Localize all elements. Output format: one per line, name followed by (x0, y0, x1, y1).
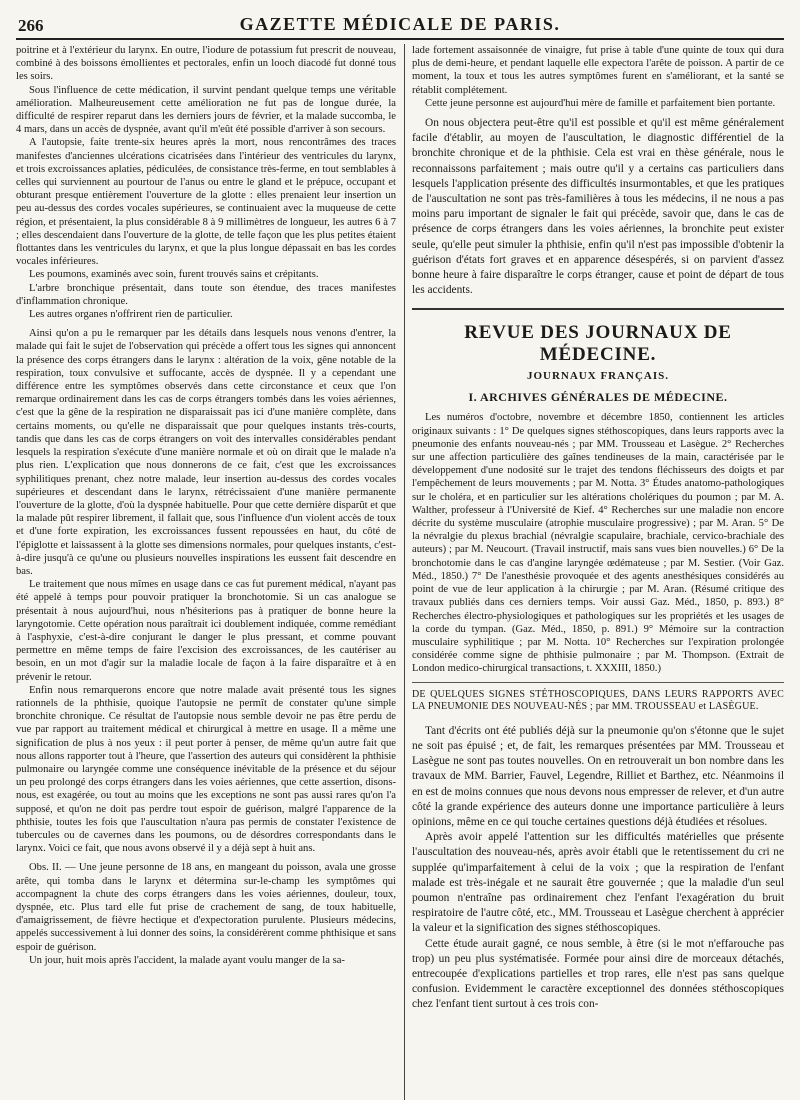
revue-title: REVUE DES JOURNAUX DE MÉDECINE. (464, 322, 732, 366)
paragraph: Un jour, huit mois après l'accident, la malade ayant voulu manger de la sa- (29, 954, 345, 966)
paragraph: On nous objectera peut-être qu'il est possible et qu'il est même généralement facile d'établir, au moyen de l'auscultation, le diagnostic différentiel de la bronchite chronique et de la phthisie. Cela est vrai en thèse générale, nous le reconnaissons parfaitement ; mais outre qu'il y a certains cas particuliers dans lesquels l'application présente des difficultés insurmontables, et que les pratiques de l'auscultation ne sont pas très-familières à tous les médecins, il ne nous a pas moins paru important de signaler le fait qui précède, savoir que, dans le cas de présence de corps étrangers dans les voies aériennes, la bronchite peut exister seule, qu'elle peut simuler la phthisie, enfin qu'il n'est pas impossible d'obtenir la guérison d'états fort graves et en apparence désespérés, si on parvient d'assez bonne heure à faire disparaître le corps étranger, cause et point de départ de tous les accidents. (412, 117, 784, 297)
paragraph: Cette étude aurait gagné, ce nous semble, à être (si le mot n'effarouche pas trop) un peu plus systématisée. Formée pour ainsi dire de morceaux détachés, entrecoupée d'explications partielles et trop rares, elle n'est pas sans quelque confusion. Evidemment le caractère exceptionnel des données stéthoscopiques chez l'enfant tient surtout à ces trois con- (412, 937, 784, 1011)
paragraph: Le traitement que nous mîmes en usage dans ce cas fut purement médical, n'ayant pas été appelé à temps pour pouvoir pratiquer la bronchotomie. Si un cas analogue se présentait à nous aujourd'hui, nous n'hésiterions pas à pratiquer de bonne heure la laryngotomie. Cette opération nous paraîtrait ici doublement indiquée, comme remédiant à l'asphyxie, c'est-à-dire conjurant le danger le plus pressant, et comme pouvant permettre en même temps de faire l'excision des excroissances, de les cautériser au besoin, en un mot d'agir sur la maladie locale de façon à la faire disparaître et à en prévenir le retour. (16, 579, 396, 683)
archives-paragraph: Les numéros d'octobre, novembre et décembre 1850, contiennent les articles originaux suivants : 1° De quelques signes stéthoscopiques, dans leurs rapports avec la pneumonie des enfants nouveau-nés ; par MM. Trousseau et Lasègue. 2° Recherches sur une affection particulière des gaînes tendineuses de la main, caractérisée par le développement d'une nodosité sur le trajet des tendons fléchisseurs des doigts et par l'empêchement de leurs mouvements ; par M. Notta. 3° Études anatomo-pathologiques sur le choléra, et en particulier sur les altérations cholériques du poumon ; par M. A. Walther, professeur à l'Université de Kief. 4° Recherches sur une maladie non encore décrite du système musculaire (atrophie musculaire progressive) ; par M. Aran. 5° De la névralgie du plexus brachial (névralgie scapulaire, brachiale, cervico-brachiale des auteurs) ; par M. Neucourt. (Travail instructif, mais sans vues bien nouvelles.) 6° De la bronchotomie dans le cas d'angine laryngée œdémateuse ; par M. Sestier. (Voir Gaz. Méd., 1850.) 7° De l'anesthésie provoquée et des agents anesthésiques considérés au point de vue de leur application à la chirurgie ; par M. Aran. (Résumé critique des travaux publiés dans ces derniers temps. Voir aussi Gaz. Méd., 1850, p. 893.) 8° Recherches électro-physiologiques et pathologiques sur les propriétés et les usages de la corde du tympan. (Gaz. Méd., 1850, p. 891.) 9° Mémoire sur la contraction musculaire syphilitique ; par M. Notta. 10° Recherches sur l'expiration prolongée considérée comme signe de phthisie pulmonaire ; par M. Thompson. (Extrait de London medico-chirurgical transactions, t. XXXIII, 1850.) (412, 412, 784, 675)
paragraph: poitrine et à l'extérieur du larynx. En outre, l'iodure de potassium fut prescrit de nouveau, combiné à des boissons émollientes et pectorales, enfin un looch diacodé fut donné tous les soirs. (16, 45, 396, 83)
paragraph: Les poumons, examinés avec soin, furent trouvés sains et crépitants. (29, 269, 319, 281)
page-header (16, 8, 784, 40)
running-title: GAZETTE MÉDICALE DE PARIS. (239, 14, 561, 34)
text-columns (16, 44, 784, 1100)
paragraph: lade fortement assaisonnée de vinaigre, fut prise à table d'une quinte de toux qui dura plus de demi-heure, et pendant laquelle elle expectora l'arête de poisson. A partir de ce moment, la toux et tous les autres symptômes furent en s'améliorant, et la santé se rétablit complétement. (412, 45, 784, 96)
section-rule (412, 308, 784, 310)
paragraph: Tant d'écrits ont été publiés déjà sur la pneumonie qu'on s'étonne que le sujet ne soit pas épuisé ; et, de fait, les remarques présentées par MM. Trousseau et Lasègue ne sont pas toutes nouvelles. On en retrouverait un bon nombre dans les travaux de MM. Barrier, Fauvel, Legendre, Rilliet et Barthez, etc. Néanmoins il en est de moins connues que nous devons nous empresser de relever, et d'un autre côté la grande expérience des auteurs donne une importance particulière à leurs opinions, même en ce qui touche certaines questions déjà étudiées et résolues. (412, 724, 784, 828)
paragraph: Les autres organes n'offrirent rien de particulier. (29, 309, 233, 321)
paragraph: Cette jeune personne est aujourd'hui mère de famille et parfaitement bien portante. (425, 97, 776, 109)
left-column (16, 44, 396, 1100)
section-title: I. ARCHIVES GÉNÉRALES DE MÉDECINE. (468, 390, 728, 405)
paragraph: Sous l'influence de cette médication, il survint pendant quelque temps une véritable amélioration. Malheureusement cette amélioration ne fut pas de longue durée, la difficulté de respirer reparut dans les derniers jours de février, et la malade succomba, le 4 mars, dans un accès de dyspnée, avant qu'il m'eût été possible d'arriver à son secours. (16, 84, 396, 136)
article-rule (412, 682, 784, 683)
article-heading: DE QUELQUES SIGNES STÉTHOSCOPIQUES, DANS LEURS RAPPORTS AVEC LA PNEUMONIE DES NOUVEAU-NÉS ; par MM. TROUSSEAU et LASÈGUE. (412, 688, 784, 713)
paragraph: A l'autopsie, faite trente-six heures après la mort, nous rencontrâmes des traces manifestes d'anciennes ulcérations cicatrisées dans l'intérieur des ventricules du larynx, et trois excroissances aplaties, pédiculées, de consistance très-ferme, en tout semblables à celles qui surviennent au pourtour de l'anus ou entre le gland et le prépuce, occupant et obturant presque entièrement l'ouverture de la glotte : elles prenaient leur insertion un peu au-dessus des cordes vocales supérieures, se continuaient avec la muqueuse de cette région, et présentaient, la plus considérable 8 à 9 millimètres de longueur, les autres 6 à 7 ; elles descendaient dans l'ouverture de la glotte, de telle façon que les plus petites étaient flottantes dans les ventricules du larynx, et que la plus longue dépassait en bas les cordes vocales inférieures. (16, 137, 396, 268)
page-number: 266 (18, 16, 44, 35)
paragraph: Ainsi qu'on a pu le remarquer par les détails dans lesquels nous venons d'entrer, la malade qui fait le sujet de l'observation qui précède a offert tous les signes qui annoncent la présence des corps étrangers dans le larynx : altération de la voix, gêne notable de la respiration, toux convulsive et suffocante, accès de dyspnée. Il y a cependant une différence entre les symptômes observés dans cette circonstance et ceux que l'on remarque ordinairement dans les cas de corps étrangers tombés dans les voies aériennes, c'est que la gêne de la respiration ne disparaissait pas ici d'une manière complète, dans certains moments, ou qu'elle ne disparaissait que pour quelques instants très-courts, tandis que dans les cas de corps étrangers on voit des intervalles considérables pendant lesquels la respiration s'exécute d'une manière normale et où on dirait que le malade n'a plus rien. L'explication que nous donnerons de ce fait, c'est que les excroissances syphilitiques prenant, chez notre malade, leur insertion au-dessus des cordes vocales supérieures et descendant dans le larynx, rétrécissaient d'une manière permanente l'ouverture de la glotte, d'où la dyspnée habituelle. Pour que cette dernière disparût et que la malade pût respirer librement, il fallait que, sous l'influence d'un violent accès de toux et d'une forte expiration, les excroissances fussent repoussées en haut, du côté de l'épiglotte et laissassent à la glotte ses dimensions normales, pour quelques instants, c'est-à-dire jusqu'à ce qu'une ou plusieurs nouvelles inspirations les eussent fait descendre en bas. (16, 328, 396, 577)
observation-paragraph: Obs. II. — Une jeune personne de 18 ans, en mangeant du poisson, avala une grosse arête, qui tomba dans le larynx et détermina sur-le-champ les symptômes qui accompagnent la chute des corps étrangers dans les voies aériennes, douleur, toux, dyspnée, etc. Plus tard elle fut prise de crachement de sang, de toux habituelle, d'amaigrissement, de fièvre hectique et d'expectoration purulente. Plusieurs médecins, appelés successivement à lui donner des soins, la considérèrent comme phthisique et sans espoir de guérison. (16, 862, 396, 953)
column-divider (404, 44, 405, 1100)
revue-subtitle: JOURNAUX FRANÇAIS. (526, 370, 670, 383)
paragraph: Après avoir appelé l'attention sur les difficultés matérielles que présente l'auscultation des nouveau-nés, après avoir établi que le retentissement du cri ne supplée qu'imparfaitement à celui de la voix ; que la respiration de l'enfant malade est très-inégale et ne saurait être gouvernée ; que la maladie d'un seul poumon n'entraîne pas ordinairement chez l'enfant l'exagération du bruit respiratoire de l'autre côté, etc., MM. Trousseau et Lasègue cherchent à apprécier la valeur et la signification des signes stéthoscopiques. (412, 831, 784, 935)
right-column (412, 44, 784, 1100)
paragraph: L'arbre bronchique présentait, dans toute son étendue, des traces manifestes d'inflammation chronique. (16, 282, 396, 307)
paragraph: Enfin nous remarquerons encore que notre malade avait présenté tous les signes rationnels de la phthisie, quoique l'autopsie ne permît de constater qu'une simple bronchite chronique. Ce résultat de l'autopsie nous semble devoir ne pas être perdu de vue par rapport au traitement médical et chirurgical à mettre en usage. Il a même une signification de plus à nos yeux : il peut porter à penser, de même qu'un autre fait que nous allons rapporter tout à l'heure, que l'assertion des auteurs qui considèrent la phthisie pulmonaire ou laryngée comme une conséquence inévitable de la présence et du séjour un peu prolongé des corps étrangers dans les voies aériennes, que cette assertion, disons-nous, est exagérée, ou tout au moins que les exceptions ne sont pas aussi rares qu'on l'a supposé, et qu'on ne doit pas perdre tout espoir de guérison, malgré l'apparence de la phthisie, toutes les fois que l'auscultation n'aura pas permis de constater l'existence de tubercules ou de cavernes dans les poumons, ou de désordres correspondants dans le larynx. Voici ce fait, que nous avons observé il y a déjà sept à huit ans. (16, 684, 396, 855)
